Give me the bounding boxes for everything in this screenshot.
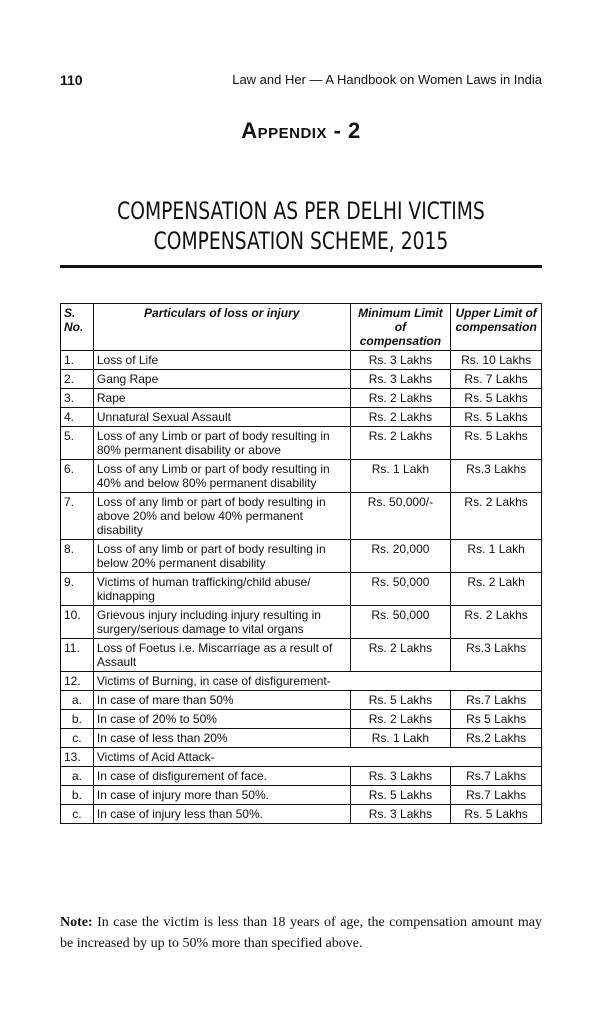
header-upper <box>451 304 542 351</box>
table-row <box>61 389 542 408</box>
cell-minimum: Rs. 20,000 <box>350 540 451 573</box>
page-title-line-1: COMPENSATION AS PER DELHI VICTIMS <box>117 197 485 225</box>
header-minimum <box>350 304 451 351</box>
page-title <box>113 196 489 256</box>
cell-particulars: Loss of any Limb or part of body resulting in 40% and below 80% permanent disability <box>93 460 350 493</box>
table-row <box>61 672 542 691</box>
table-row <box>61 606 542 639</box>
cell-minimum: Rs. 50,000 <box>350 606 451 639</box>
appendix-word: Appendix <box>241 118 327 143</box>
note-label: Note: <box>60 915 93 930</box>
table-row <box>61 427 542 460</box>
cell-upper: Rs. 1 Lakh <box>451 540 542 573</box>
cell-upper: Rs.7 Lakhs <box>451 691 542 710</box>
table-row <box>61 540 542 573</box>
cell-upper: Rs. 2 Lakhs <box>451 606 542 639</box>
cell-upper: Rs.3 Lakhs <box>451 460 542 493</box>
cell-sno: 12. <box>61 672 94 691</box>
page-header <box>60 72 542 92</box>
cell-sno: 8. <box>61 540 94 573</box>
cell-upper: Rs. 5 Lakhs <box>451 389 542 408</box>
cell-sno: b. <box>61 710 94 729</box>
cell-minimum: Rs. 3 Lakhs <box>350 805 451 824</box>
cell-sno: a. <box>61 691 94 710</box>
cell-particulars: In case of disfigurement of face. <box>93 767 350 786</box>
cell-particulars: In case of injury more than 50%. <box>93 786 350 805</box>
cell-minimum: Rs. 3 Lakhs <box>350 351 451 370</box>
cell-particulars: Unnatural Sexual Assault <box>93 408 350 427</box>
table-row <box>61 805 542 824</box>
cell-particulars: In case of mare than 50% <box>93 691 350 710</box>
cell-upper: Rs. 7 Lakhs <box>451 370 542 389</box>
cell-particulars: Loss of any limb or part of body resulting in below 20% permanent disability <box>93 540 350 573</box>
table-row <box>61 691 542 710</box>
appendix-number: - 2 <box>333 118 361 143</box>
cell-minimum: Rs. 50,000/- <box>350 493 451 540</box>
running-title: Law and Her — A Handbook on Women Laws in India <box>232 72 542 87</box>
compensation-table <box>60 303 542 824</box>
cell-particulars: Grievous injury including injury resulting in surgery/serious damage to vital organs <box>93 606 350 639</box>
footnote <box>60 912 542 954</box>
cell-minimum: Rs. 1 Lakh <box>350 729 451 748</box>
cell-particulars: In case of less than 20% <box>93 729 350 748</box>
cell-sno: a. <box>61 767 94 786</box>
table-row <box>61 767 542 786</box>
table-row <box>61 573 542 606</box>
cell-upper: Rs. 5 Lakhs <box>451 805 542 824</box>
cell-sno: 11. <box>61 639 94 672</box>
table-row <box>61 351 542 370</box>
cell-minimum: Rs. 1 Lakh <box>350 460 451 493</box>
cell-sno: 1. <box>61 351 94 370</box>
header-upper-line-2: compensation <box>455 320 537 334</box>
cell-sno: 3. <box>61 389 94 408</box>
table-body <box>61 351 542 824</box>
cell-minimum: Rs. 2 Lakhs <box>350 408 451 427</box>
table-row <box>61 639 542 672</box>
cell-minimum: Rs. 50,000 <box>350 573 451 606</box>
cell-sno: 5. <box>61 427 94 460</box>
cell-particulars: Rape <box>93 389 350 408</box>
cell-upper: Rs.7 Lakhs <box>451 767 542 786</box>
table-row <box>61 408 542 427</box>
cell-sno: 4. <box>61 408 94 427</box>
cell-particulars: Loss of Foetus i.e. Miscarriage as a result of Assault <box>93 639 350 672</box>
table-row <box>61 748 542 767</box>
table-row <box>61 370 542 389</box>
cell-particulars: Loss of any Limb or part of body resulting in 80% permanent disability or above <box>93 427 350 460</box>
cell-upper: Rs. 2 Lakh <box>451 573 542 606</box>
cell-upper: Rs. 5 Lakhs <box>451 408 542 427</box>
table-row <box>61 786 542 805</box>
cell-particulars: In case of injury less than 50%. <box>93 805 350 824</box>
table-row <box>61 493 542 540</box>
cell-minimum: Rs. 3 Lakhs <box>350 767 451 786</box>
cell-sno: 6. <box>61 460 94 493</box>
cell-minimum: Rs. 2 Lakhs <box>350 427 451 460</box>
cell-minimum: Rs. 5 Lakhs <box>350 786 451 805</box>
table-row <box>61 460 542 493</box>
cell-upper: Rs.3 Lakhs <box>451 639 542 672</box>
cell-upper: Rs. 2 Lakhs <box>451 493 542 540</box>
title-divider <box>60 265 542 268</box>
cell-sno: b. <box>61 786 94 805</box>
cell-particulars: Victims of Burning, in case of disfigurement- <box>93 672 541 691</box>
table-header-row <box>61 304 542 351</box>
cell-sno: c. <box>61 729 94 748</box>
cell-minimum: Rs. 2 Lakhs <box>350 389 451 408</box>
cell-upper: Rs.2 Lakhs <box>451 729 542 748</box>
cell-sno: c. <box>61 805 94 824</box>
cell-upper: Rs.7 Lakhs <box>451 786 542 805</box>
cell-minimum: Rs. 3 Lakhs <box>350 370 451 389</box>
header-minimum-line-2: of compensation <box>359 320 442 348</box>
cell-minimum: Rs. 2 Lakhs <box>350 710 451 729</box>
header-minimum-line-1: Minimum Limit <box>358 306 443 320</box>
page-title-line-2: COMPENSATION SCHEME, 2015 <box>153 227 449 255</box>
cell-particulars: Victims of Acid Attack- <box>93 748 541 767</box>
header-upper-line-1: Upper Limit of <box>455 306 537 320</box>
cell-minimum: Rs. 2 Lakhs <box>350 639 451 672</box>
cell-particulars: Loss of Life <box>93 351 350 370</box>
cell-sno: 2. <box>61 370 94 389</box>
cell-particulars: Gang Rape <box>93 370 350 389</box>
header-sno: S. No. <box>61 304 94 351</box>
appendix-heading <box>60 118 542 144</box>
cell-sno: 9. <box>61 573 94 606</box>
page-number: 110 <box>60 72 83 88</box>
cell-upper: Rs. 5 Lakhs <box>451 427 542 460</box>
cell-particulars: Loss of any limb or part of body resulting in above 20% and below 40% permanent disability <box>93 493 350 540</box>
cell-minimum: Rs. 5 Lakhs <box>350 691 451 710</box>
cell-sno: 13. <box>61 748 94 767</box>
header-particulars: Particulars of loss or injury <box>93 304 350 351</box>
cell-particulars: Victims of human trafficking/child abuse/ kidnapping <box>93 573 350 606</box>
cell-upper: Rs 5 Lakhs <box>451 710 542 729</box>
cell-sno: 7. <box>61 493 94 540</box>
cell-upper: Rs. 10 Lakhs <box>451 351 542 370</box>
table-row <box>61 710 542 729</box>
cell-sno: 10. <box>61 606 94 639</box>
cell-particulars: In case of 20% to 50% <box>93 710 350 729</box>
note-text: In case the victim is less than 18 years of age, the compensation amount may be increased by up to 50% more than specified above. <box>60 915 542 951</box>
table-row <box>61 729 542 748</box>
